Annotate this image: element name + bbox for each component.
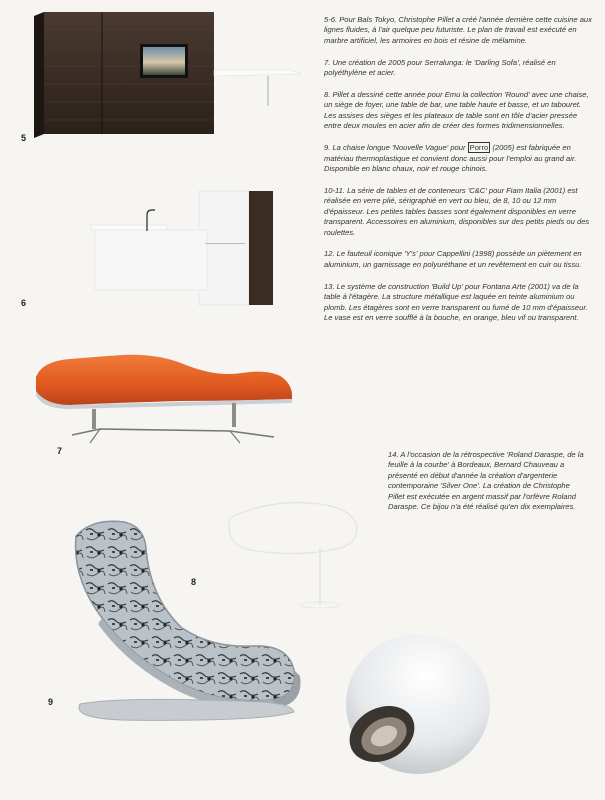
caption-13-vase: Le vase est en verre soufflé à la bouche, en orange, bleu vif ou transparent. [324,312,579,322]
caption-13: 13. Le système de construction 'Build Up' pour Fontana Arte (2001) va de la table à l'étagère. La structure métallique est laquée en teinte aluminium ou plomb. Les étagères sont en verre transparent ou fumé de 10 mm d'épaisseur. [324,281,588,312]
caption-7: 7. Une création de 2005 pour Serralunga: le 'Darling Sofa', réalisé en polyéthylène et acier. [324,57,556,78]
caption-9-rest: (2005) est fabriquée en matériau thermoplastique et convient donc aussi pour l'emploi au grand air. Disponible en blanc chaux, noir et rouge chinois. [324,143,577,173]
chaise-longue-photo [62,508,312,743]
figure-number-6: 6 [21,298,27,308]
captions-column [324,15,592,335]
caption-8: 8. Pillet a dessiné cette année pour Emu la collection 'Round' avec une chaise, un siège de foyer, une table de bar, une table haute et basse, et un tabouret. Les assises des sièges et les plateaux de table sont en tôle d'acier pressée entre deux moules en acier afin de créer des formes tridimensionnelles. [324,90,589,131]
figure-number-8: 8 [191,577,197,587]
silver-one-bowl-photo [336,628,492,778]
orange-sofa-photo [30,347,320,452]
caption-10-11: 10-11. La série de tables et de conteneurs 'C&C' pour Fiam Italia (2001) est réalisée en verre plié, sérigraphié en vert ou bleu, de 8, 10 ou 12 mm d'épaisseur. Les petites tables basses sont également disponibles en verre transparent. Accessoires en aluminium, disponibles sur des petits pieds ou des roulettes. [324,185,590,237]
figure-number-7: 7 [57,446,63,456]
caption-12: 12. Le fauteuil iconique 'Y's' pour Cappellini (1998) possède un piètement en aluminium, un garnissage en polyuréthane et un revêtement en cuir ou tissu. [324,249,582,269]
caption-9-text: 9. La chaise longue 'Nouvelle Vague' pour [324,143,468,153]
caption-14: 14. A l'occasion de la rétrospective 'Roland Daraspe, de la feuille à la courbe' à Bordeaux, Bernard Chauveau a présenté en début d'année la création d'argenterie contemporaine 'Silver One'. La création de Christophe Pillet est exécutée en argent massif par l'orfèvre Roland Daraspe. Ce bijou n'a été réalisé qu'en dix exemplaires. [388,450,584,512]
kitchen-block-photo [30,10,315,140]
caption-9 [324,143,592,174]
figure-number-5: 5 [21,133,27,143]
caption-5-6: 5-6. Pour Bals Tokyo, Christophe Pillet a créé l'année dernière cette cuisine aux lignes fluides, à l'air quelque peu futuriste. Le plan de travail est exécuté en marbre artificiel, les armoires en bois et résine de mélamine. [324,15,592,45]
figure-number-9: 9 [48,697,54,707]
white-kitchen-photo [55,185,315,310]
porro-brand-label: Porro [469,143,489,153]
